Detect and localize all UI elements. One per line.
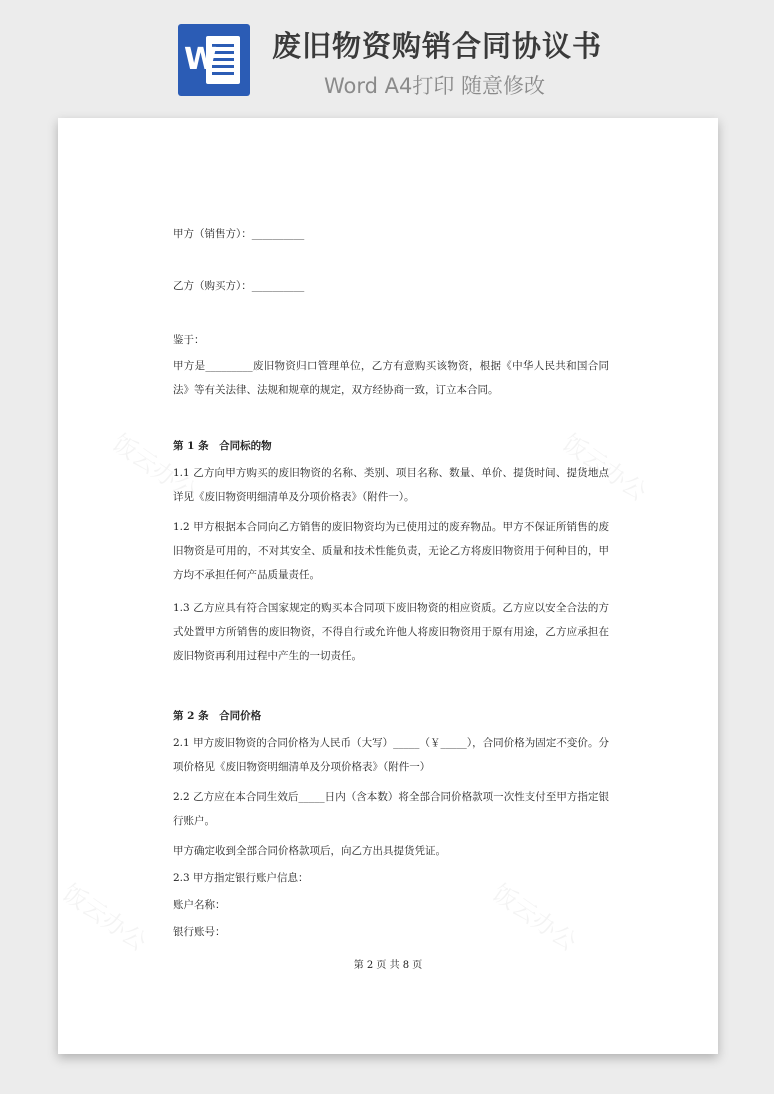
clause-2-3: 2.3 甲方指定银行账户信息： (173, 872, 309, 884)
article-1-title: 第 1 条 合同标的物 (173, 440, 272, 452)
whereas-body: 甲方是_________废旧物资归口管理单位，乙方有意购买该物资，根据《中华人民共和国合同法》等有关法律、法规和规章的规定，双方经协商一致，订立本合同。 (173, 360, 609, 396)
clause-1-3: 1.3 乙方应具有符合国家规定的购买本合同项下废旧物资的相应资质。乙方应以安全合法的方式处置甲方所销售的废旧物资，不得自行或允许他人将废旧物资用于原有用途，乙方应承担在废旧物资再利用过程中产生的一切责任。 (173, 602, 609, 662)
party-a-line: 甲方（销售方）：__________ (173, 228, 305, 240)
document-page (58, 118, 718, 1054)
word-logo-letter: W (184, 42, 218, 77)
article-2-title: 第 2 条 合同价格 (173, 710, 262, 722)
account-number-label: 银行账号： (173, 926, 226, 938)
clause-1-2: 1.2 甲方根据本合同向乙方销售的废旧物资均为已使用过的废弃物品。甲方不保证所销售的废旧物资是可用的，不对其安全、质量和技术性能负责，无论乙方将废旧物资用于何种目的，甲方均不承担任何产品质量责任。 (173, 521, 609, 581)
header-banner (0, 0, 774, 118)
account-name-label: 账户名称： (173, 899, 226, 911)
clause-2-2: 2.2 乙方应在本合同生效后_____日内（含本数）将全部合同价格款项一次性支付至甲方指定银行账户。 (173, 791, 609, 827)
party-b-line: 乙方（购买方）：__________ (173, 280, 305, 292)
watermark (57, 874, 156, 958)
word-logo-icon (178, 24, 250, 96)
clause-2-1: 2.1 甲方废旧物资的合同价格为人民币（大写）_____（￥_____），合同价格为固定不变价。分项价格见《废旧物资明细清单及分项价格表》（附件一） (173, 737, 609, 773)
page-footer: 第 2 页 共 8 页 (353, 960, 423, 971)
page-subtitle: Word A4打印 随意修改 (324, 74, 546, 98)
page-title: 废旧物资购销合同协议书 (272, 29, 603, 63)
clause-1-1: 1.1 乙方向甲方购买的废旧物资的名称、类别、项目名称、数量、单价、提货时间、提货地点详见《废旧物资明细清单及分项价格表》（附件一）。 (173, 467, 609, 503)
whereas-heading: 鉴于： (173, 334, 205, 346)
clause-2-2-note: 甲方确定收到全部合同价格款项后，向乙方出具提货凭证。 (173, 845, 446, 857)
